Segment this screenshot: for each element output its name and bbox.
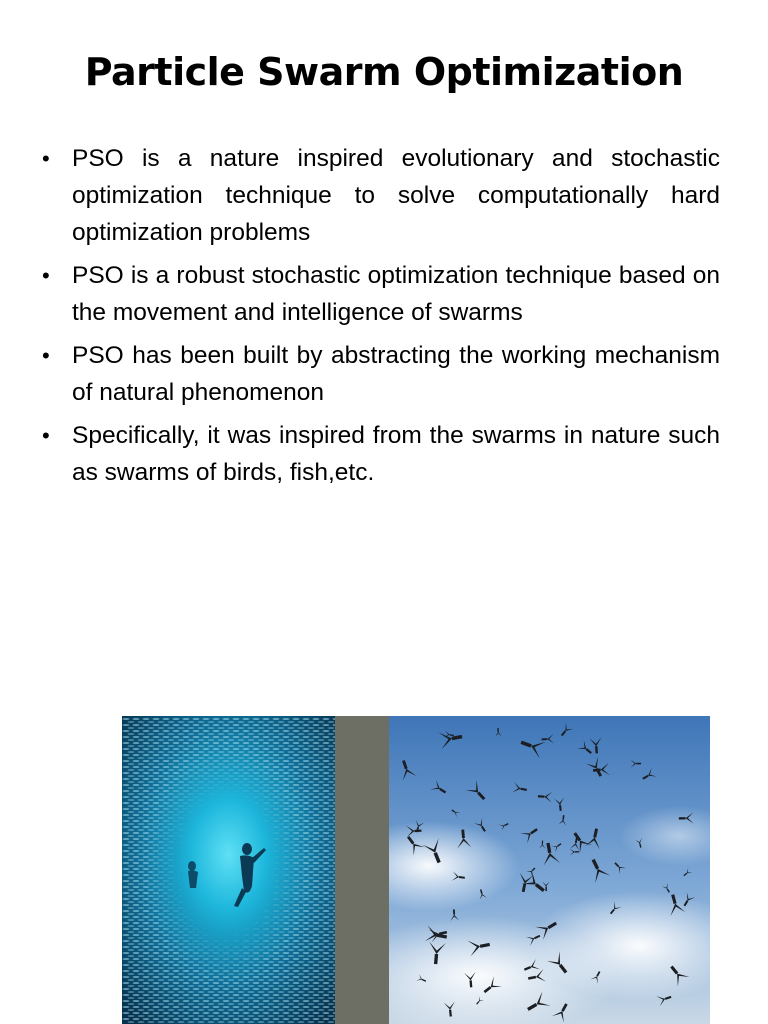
- bullet-item: [42, 140, 720, 251]
- bullet-icon: •: [42, 343, 50, 368]
- bullet-text: PSO is a robust stochastic optimization technique based on the movement and intelligence of swarms: [72, 262, 720, 326]
- bullet-text: Specifically, it was inspired from the swarms in nature such as swarms of birds, fish,etc.: [72, 422, 720, 486]
- image-divider: [335, 716, 389, 1024]
- bullet-text: PSO is a nature inspired evolutionary and stochastic optimization technique to solve computationally hard optimization problems: [72, 145, 720, 246]
- bullet-item: [42, 337, 720, 411]
- slide-title: Particle Swarm Optimization: [84, 50, 684, 94]
- bullet-item: [42, 257, 720, 331]
- image-strip: [122, 716, 710, 1024]
- fish-swarm-image: [122, 716, 335, 1024]
- bullet-item: [42, 417, 720, 491]
- bullet-icon: •: [42, 146, 50, 171]
- bullet-text: PSO has been built by abstracting the working mechanism of natural phenomenon: [72, 342, 720, 406]
- bullet-icon: •: [42, 263, 50, 288]
- bullet-list: [42, 140, 720, 497]
- bird-flock-image: [389, 716, 710, 1024]
- bullet-icon: •: [42, 423, 50, 448]
